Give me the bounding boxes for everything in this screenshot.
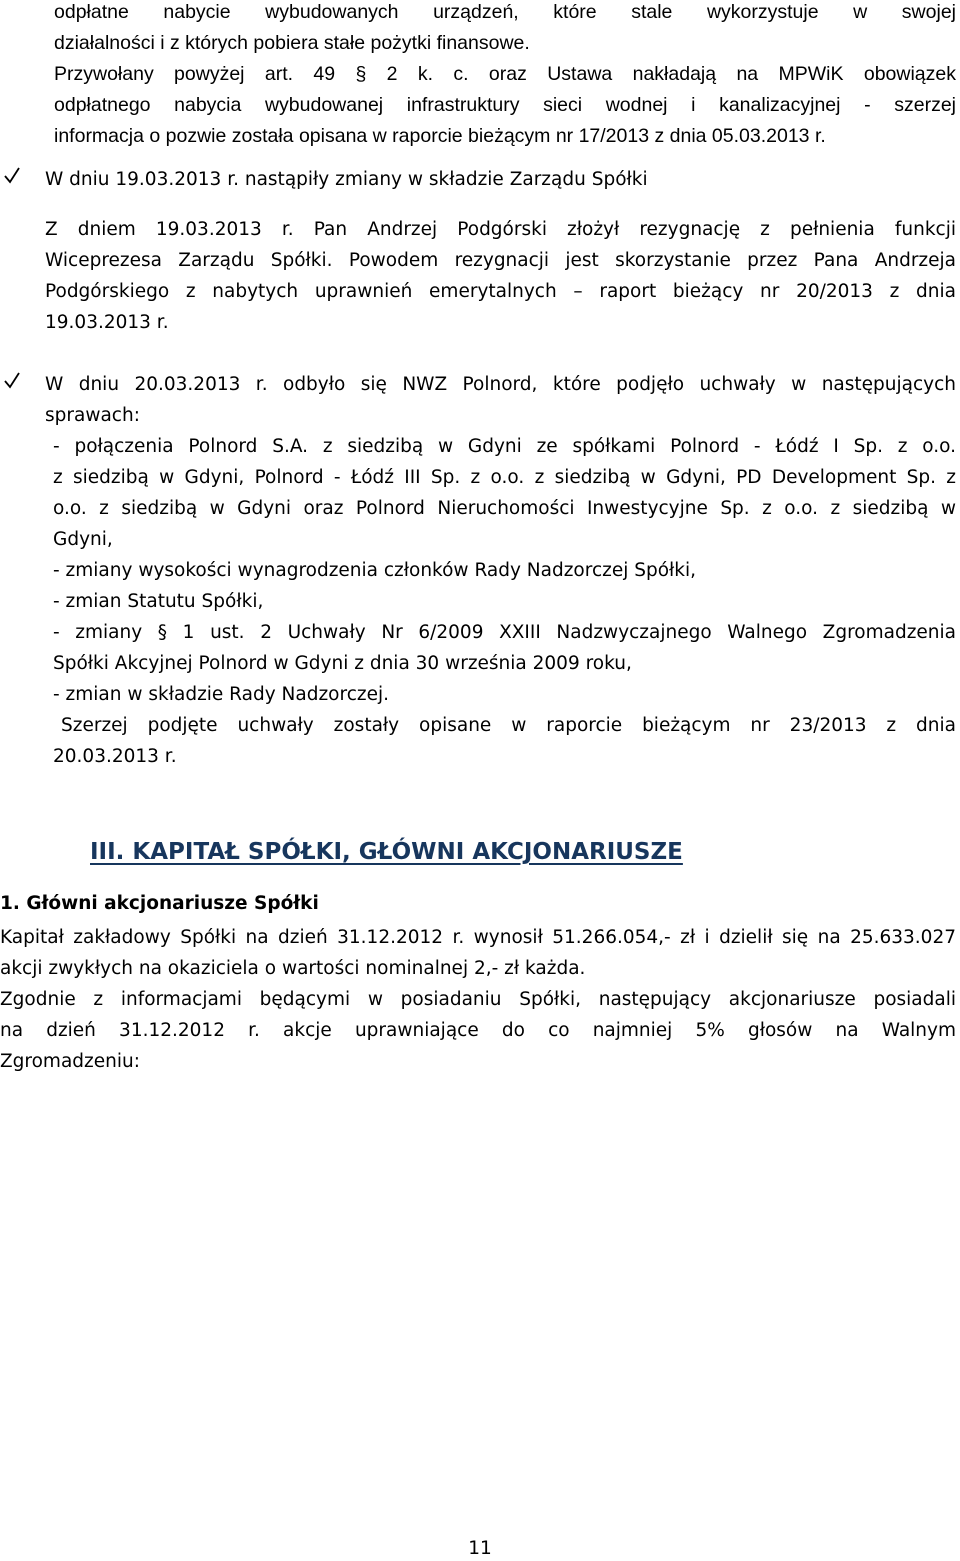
text-line: 20.03.2013 r. <box>53 746 177 767</box>
text-line: Zgodnie z informacjami będącymi w posiadaniu Spółki, następujący akcjonariusze posiadali <box>0 989 956 1010</box>
text-line: Przywołany powyżej art. 49 § 2 k. c. oraz Ustawa nakładają na MPWiK obowiązek <box>54 63 956 85</box>
text-line: Z dniem 19.03.2013 r. Pan Andrzej Podgórski złożył rezygnację z pełnienia funkcji <box>45 219 956 240</box>
text-line: - zmian w składzie Rady Nadzorczej. <box>53 684 389 705</box>
text-line: akcji zwykłych na okaziciela o wartości nominalnej 2,- zł każda. <box>0 958 586 979</box>
text-line: Szerzej podjęte uchwały zostały opisane w raporcie bieżącym nr 23/2013 z dnia <box>61 715 956 736</box>
text-line: sprawach: <box>45 405 140 426</box>
text-line: odpłatne nabycie wybudowanych urządzeń, które stale wykorzystuje w swojej <box>54 1 956 23</box>
text-line: o.o. z siedzibą w Gdyni oraz Polnord Nieruchomości Inwestycyjne Sp. z o.o. z siedzibą w <box>53 498 956 519</box>
text-line: - zmian Statutu Spółki, <box>53 591 264 612</box>
text-line: Kapitał zakładowy Spółki na dzień 31.12.2012 r. wynosił 51.266.054,- zł i dzielił się na 25.633.027 <box>0 927 956 948</box>
text-line: odpłatnego nabycia wybudowanej infrastruktury sieci wodnej i kanalizacyjnej - szerzej <box>54 94 956 116</box>
text-line: W dniu 20.03.2013 r. odbyło się NWZ Polnord, które podjęło uchwały w następujących <box>45 374 956 395</box>
page-number: 11 <box>468 1538 492 1559</box>
checkmark-icon <box>4 163 20 187</box>
text-line: Wiceprezesa Zarządu Spółki. Powodem rezygnacji jest skorzystanie przez Pana Andrzeja <box>45 250 956 271</box>
text-line: - zmiany wysokości wynagrodzenia członków Rady Nadzorczej Spółki, <box>53 560 697 581</box>
text-line: - połączenia Polnord S.A. z siedzibą w Gdyni ze spółkami Polnord - Łódź I Sp. z o.o. <box>53 436 956 457</box>
section-heading: III. KAPITAŁ SPÓŁKI, GŁÓWNI AKCJONARIUSZE <box>90 839 683 865</box>
text-line: - zmiany § 1 ust. 2 Uchwały Nr 6/2009 XXIII Nadzwyczajnego Walnego Zgromadzenia <box>53 622 956 643</box>
text-line: Podgórskiego z nabytych uprawnień emerytalnych – raport bieżący nr 20/2013 z dnia <box>45 281 956 302</box>
text-line: 19.03.2013 r. <box>45 312 169 333</box>
text-line: W dniu 19.03.2013 r. nastąpiły zmiany w składzie Zarządu Spółki <box>45 169 648 190</box>
subsection-heading: 1. Główni akcjonariusze Spółki <box>0 893 319 914</box>
text-line: Spółki Akcyjnej Polnord w Gdyni z dnia 30 września 2009 roku, <box>53 653 632 674</box>
text-line: na dzień 31.12.2012 r. akcje uprawniające do co najmniej 5% głosów na Walnym <box>0 1020 956 1041</box>
text-line: Zgromadzeniu: <box>0 1051 140 1072</box>
text-line: działalności i z których pobiera stałe pożytki finansowe. <box>54 32 530 54</box>
text-line: z siedzibą w Gdyni, Polnord - Łódź III Sp. z o.o. z siedzibą w Gdyni, PD Development Sp. z <box>53 467 956 488</box>
checkmark-icon <box>4 368 20 392</box>
text-line: Gdyni, <box>53 529 113 550</box>
text-line: informacja o pozwie została opisana w raporcie bieżącym nr 17/2013 z dnia 05.03.2013 r. <box>54 125 826 147</box>
